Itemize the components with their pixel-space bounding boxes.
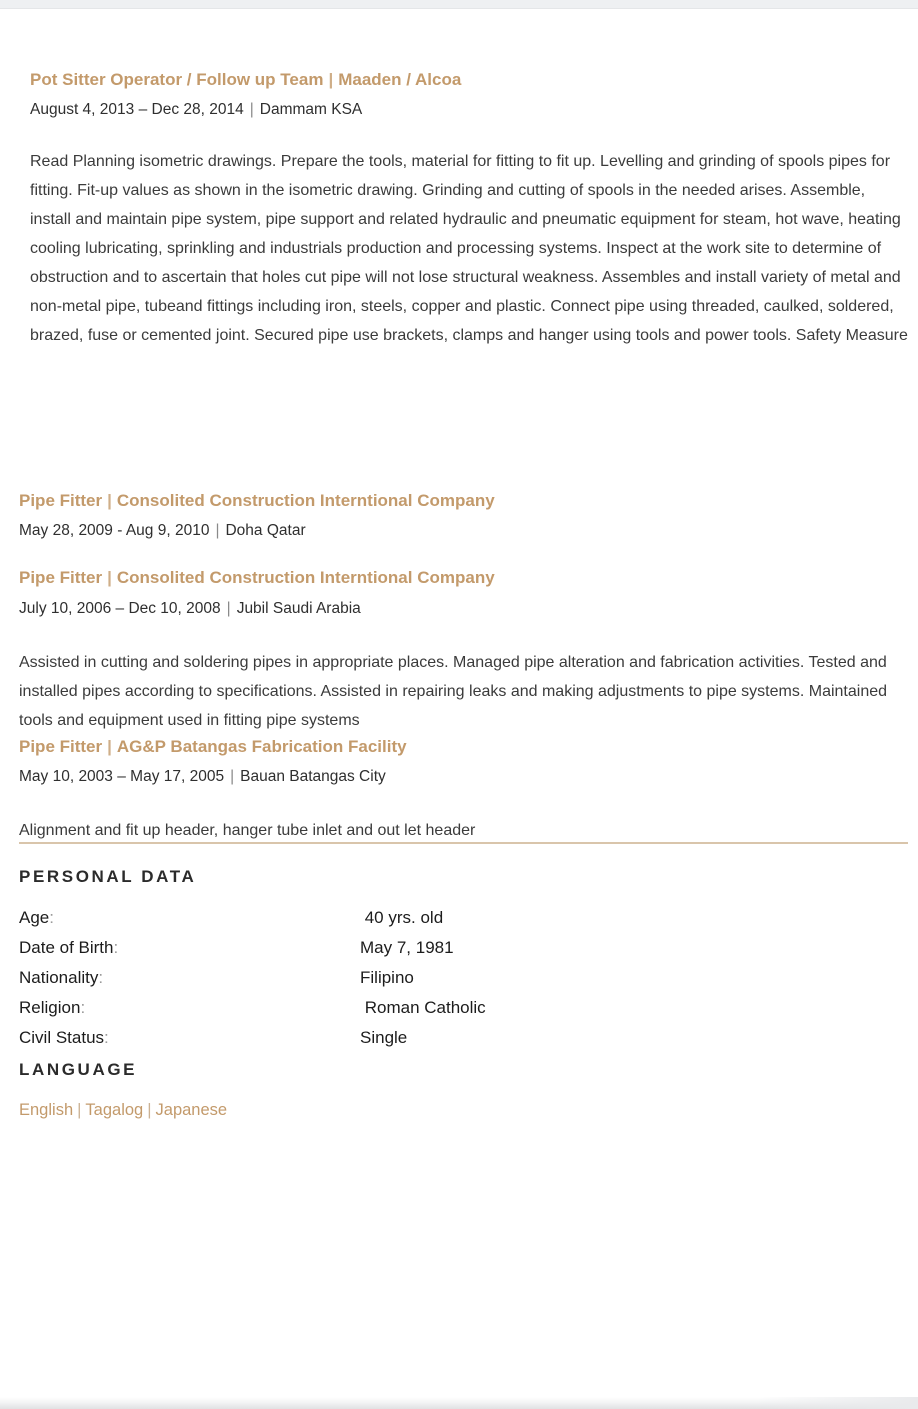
job-title-row (19, 567, 495, 588)
personal-data-value: Roman Catholic (360, 998, 486, 1017)
personal-data-heading: PERSONAL DATA (19, 867, 197, 886)
job-dates: May 10, 2003 – May 17, 2005 (19, 768, 225, 785)
job-position-title: Pipe Fitter (19, 568, 103, 587)
personal-data-value: Single (360, 1028, 408, 1047)
job-meta-row (19, 766, 386, 788)
personal-data-value: 40 yrs. old (360, 908, 444, 927)
job-company: Consolited Construction Interntional Company (116, 491, 495, 510)
label-text: Religion (19, 998, 81, 1017)
personal-data-label (19, 963, 103, 993)
job-title-row (19, 490, 495, 511)
personal-data-row (19, 933, 619, 963)
job-position-title: Pipe Fitter (19, 737, 103, 756)
job-description: Alignment and fit up header, hanger tube inlet and out let header (19, 822, 476, 839)
language-list (19, 1099, 227, 1122)
title-separator: | (107, 737, 112, 756)
bottom-chrome-band (0, 1397, 918, 1409)
job-location: Jubil Saudi Arabia (236, 600, 361, 617)
personal-data-value: Filipino (360, 968, 414, 987)
personal-data-label (19, 933, 118, 963)
label-colon: : (49, 908, 54, 927)
job-position-title: Pipe Fitter (19, 491, 103, 510)
top-chrome-band (0, 0, 918, 9)
job-title-row (30, 69, 461, 90)
language-separator: | (147, 1101, 152, 1119)
job-location: Bauan Batangas City (240, 768, 386, 785)
job-company: Consolited Construction Interntional Company (116, 568, 495, 587)
meta-separator: | (226, 600, 231, 617)
label-colon: : (104, 1028, 109, 1047)
language-item: English (19, 1101, 74, 1119)
job-description: Read Planning isometric drawings. Prepare the tools, material for fitting to fit up. Levelling and grinding of spools pipes for fitting. Fit-up values as shown in the isometric drawing. Grinding and cutting of spools in the needed arises. Assemble, install and maintain pipe system, pipe support and related hydraulic and pneumatic equipment for steam, hot wave, heating cooling lubricating, sprinkling and industrials production and processing systems. Inspect at the work site to determine of obstruction and to ascertain that holes cut pipe will not lose structural weakness. Assembles and install variety of metal and non-metal pipe, tubeand fittings including iron, steels, copper and plastic. Connect pipe using threaded, caulked, soldered, brazed, fuse or cemented joint. Secured pipe use brackets, clamps and hanger using tools and power tools. Safety Measure (30, 153, 908, 344)
job-meta-row (19, 598, 361, 620)
job-meta-row (19, 520, 306, 542)
label-text: Age (19, 908, 50, 927)
label-text: Nationality (19, 968, 99, 987)
label-text: Date of Birth (19, 938, 114, 957)
job-location: Dammam KSA (259, 101, 363, 118)
language-heading: LANGUAGE (19, 1060, 138, 1079)
personal-data-label (19, 1023, 109, 1053)
personal-data-label (19, 903, 54, 933)
job-title-row (19, 736, 407, 757)
language-item: Tagalog (85, 1101, 144, 1119)
job-company: AG&P Batangas Fabrication Facility (116, 737, 407, 756)
meta-separator: | (215, 522, 220, 539)
title-separator: | (107, 568, 112, 587)
label-text: Civil Status (19, 1028, 105, 1047)
language-separator: | (77, 1101, 82, 1119)
title-separator: | (107, 491, 112, 510)
label-colon: : (98, 968, 104, 987)
personal-data-label (19, 993, 85, 1023)
label-colon: : (80, 998, 86, 1017)
job-meta-row (30, 99, 362, 121)
personal-data-table (19, 903, 619, 1053)
job-company: Maaden / Alcoa (338, 70, 462, 89)
job-dates: August 4, 2013 – Dec 28, 2014 (30, 101, 244, 118)
section-divider (19, 842, 908, 844)
personal-data-row (19, 993, 619, 1023)
job-dates: May 28, 2009 - Aug 9, 2010 (19, 522, 210, 539)
language-item: Japanese (155, 1101, 228, 1119)
personal-data-value: May 7, 1981 (360, 938, 454, 957)
personal-data-row (19, 963, 619, 993)
meta-separator: | (249, 101, 254, 118)
title-separator: | (328, 70, 334, 89)
job-dates: July 10, 2006 – Dec 10, 2008 (19, 600, 221, 617)
personal-data-row (19, 903, 619, 933)
job-position-title: Pot Sitter Operator / Follow up Team (30, 70, 324, 89)
label-colon: : (113, 938, 119, 957)
personal-data-row (19, 1023, 619, 1053)
job-description: Assisted in cutting and soldering pipes in appropriate places. Managed pipe alteration and fabrication activities. Tested and installed pipes according to specifications. Assisted in repairing leaks and making adjustments to pipe systems. Maintained tools and equipment used in fitting pipe systems (19, 654, 888, 729)
job-location: Doha Qatar (225, 522, 306, 539)
meta-separator: | (230, 768, 235, 785)
resume-page (0, 9, 918, 1397)
